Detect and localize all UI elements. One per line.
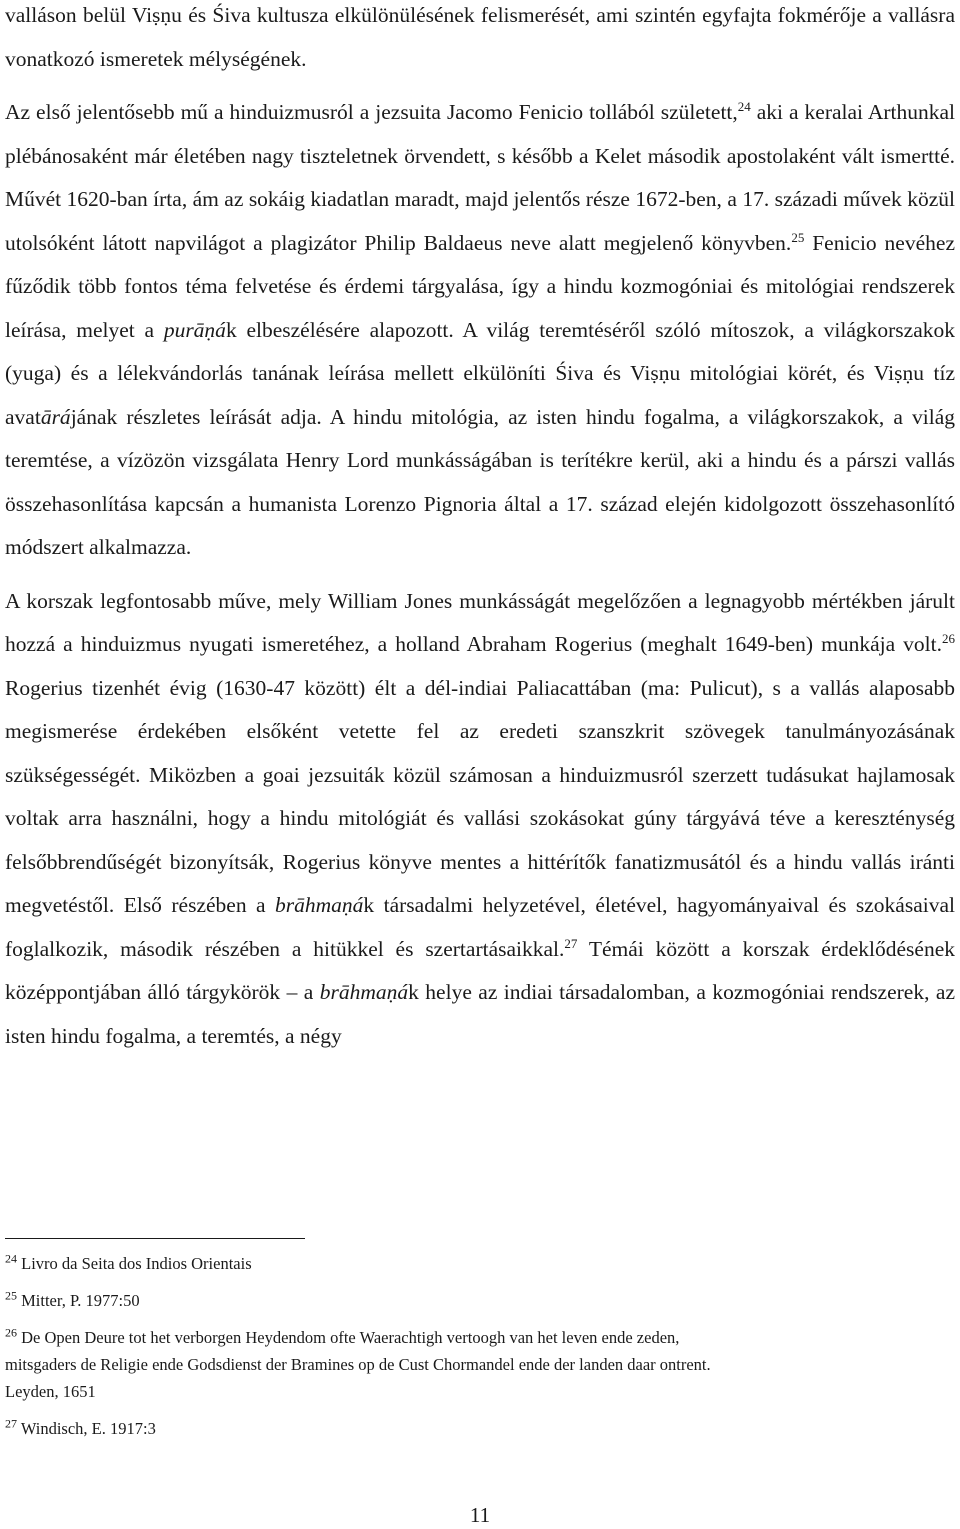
text-run: valláson belül Viṣṇu és Śiva kultusza elkülönülésének felismerését, ami szintén egyfajta fokmérője a vallásra vonatkozó ismeretek mélységének. bbox=[5, 3, 955, 71]
page-number: 11 bbox=[469, 1503, 491, 1527]
text-run: aki a keralai Arthunkal plébánosaként már életében nagy tiszteletnek örvendett, s később a Kelet második apostolaként vált ismertté. Művét 1620-ban írta, ám az sokáig kiadatlan maradt, majd jelentős része 1672-ben, a 17. századi művek közül utolsóként látott napvilágot a plagizátor Philip Baldaeus neve alatt megjelenő könyvben. bbox=[5, 100, 955, 255]
text-run: k társadalmi helyzetével, életével, hagyományaival és szokásaival foglalkozik, második részében a hitükkel és szertartásaikkal. bbox=[5, 893, 955, 961]
footnote-ref: 27 bbox=[564, 935, 578, 951]
footnote-text: mitsgaders de Religie ende Godsdienst der Bramines op de Cust Chormandel ende der landen daar ontrent. bbox=[5, 1355, 711, 1374]
footnote-text: Livro da Seita dos Indios Orientais bbox=[21, 1254, 252, 1273]
italic-term: purāṇá bbox=[163, 317, 226, 342]
text-run: A korszak legfontosabb műve, mely William Jones munkásságát megelőzően a legnagyobb mértékben járult hozzá a hinduizmus nyugati ismeretéhez, a holland Abraham Rogerius (meghalt 1649-ben) munkája volt. bbox=[5, 588, 955, 656]
italic-term: brāhmaṇá bbox=[275, 893, 364, 917]
footnote-number: 26 bbox=[5, 1325, 17, 1340]
footnote-text: De Open Deure tot het verborgen Heydendom ofte Waerachtigh vertoogh van het leven ende zeden, bbox=[21, 1328, 680, 1347]
text-run: Témái között a korszak érdeklődésének középpontjában álló tárgykörök – a bbox=[5, 936, 956, 1004]
footnote-text: Mitter, P. 1977:50 bbox=[21, 1291, 140, 1310]
footnote-number: 24 bbox=[5, 1251, 17, 1266]
footnotes bbox=[5, 1250, 945, 1452]
footnote bbox=[5, 1250, 945, 1277]
footnote-number: 25 bbox=[5, 1288, 17, 1303]
footnote-ref: 25 bbox=[791, 229, 805, 245]
footnote bbox=[5, 1287, 945, 1314]
footnote bbox=[5, 1324, 945, 1405]
text-run: Rogerius tizenhét évig (1630-47 között) élt a dél-indiai Paliacattában (ma: Pulicut), s a vallás alaposabb megismerése érdekében elsőként vetette fel az eredeti szanszkrit szövegek tanulmányozásának szükségességét. Miközben a goai jezsuiták közül számosan a hinduizmusról szerzett tudásukat hajlamosak voltak arra használni, hogy a hindu mitológiát és vallási szokásokat gúny tárgyává téve a kereszténység felsőbbrendűségét bizonyítsák, Rogerius könyve mentes a hittérítők fanatizmusától és a hindu vallás iránti megvetéstől. Első részében a bbox=[5, 675, 955, 917]
paragraph bbox=[5, 91, 955, 570]
italic-term: brāhmaṇá bbox=[319, 980, 409, 1004]
paragraph bbox=[5, 580, 955, 1059]
footnote-ref: 24 bbox=[737, 98, 751, 114]
text-run: k elbeszélésére alapozott. A világ teremtéséről szóló mítoszok, a világkorszakok (yuga) és a lélekvándorlás tanának leírása mellett elkülöníti Śiva és Viṣṇu mitológiai körét, és Viṣṇu tíz avat bbox=[5, 317, 955, 429]
footnote-text: Windisch, E. 1917:3 bbox=[20, 1419, 156, 1438]
footnote bbox=[5, 1415, 945, 1442]
paragraph bbox=[5, 0, 955, 81]
text-run: jának részletes leírását adja. A hindu mitológia, az isten hindu fogalma, a világkorszakok, a világ teremtése, a vízözön vizsgálata Henry Lord munkásságában is terítékre kerül, aki a hindu és a párszi vallás összehasonlítása kapcsán a humanista Lorenzo Pignoria által a 17. század elején kidolgozott összehasonlító módszert alkalmazza. bbox=[5, 404, 955, 559]
footnote-ref: 26 bbox=[942, 630, 955, 646]
body-text bbox=[5, 0, 955, 1058]
text-run: Az első jelentősebb mű a hinduizmusról a jezsuita Jacomo Fenicio tollából született, bbox=[5, 100, 738, 124]
footnote-text: Leyden, 1651 bbox=[5, 1382, 96, 1401]
italic-term: ārá bbox=[40, 404, 71, 429]
text-run: k helye az indiai társadalomban, a kozmogóniai rendszerek, az isten hindu fogalma, a teremtés, a négy bbox=[5, 980, 955, 1048]
text-run: Fenicio nevéhez fűződik több fontos téma felvetése és érdemi tárgyalása, így a hindu kozmogóniai és mitológiai rendszerek leírása, melyet a bbox=[5, 230, 955, 342]
footnote-separator bbox=[5, 1238, 305, 1239]
footnote-number: 27 bbox=[5, 1416, 17, 1431]
